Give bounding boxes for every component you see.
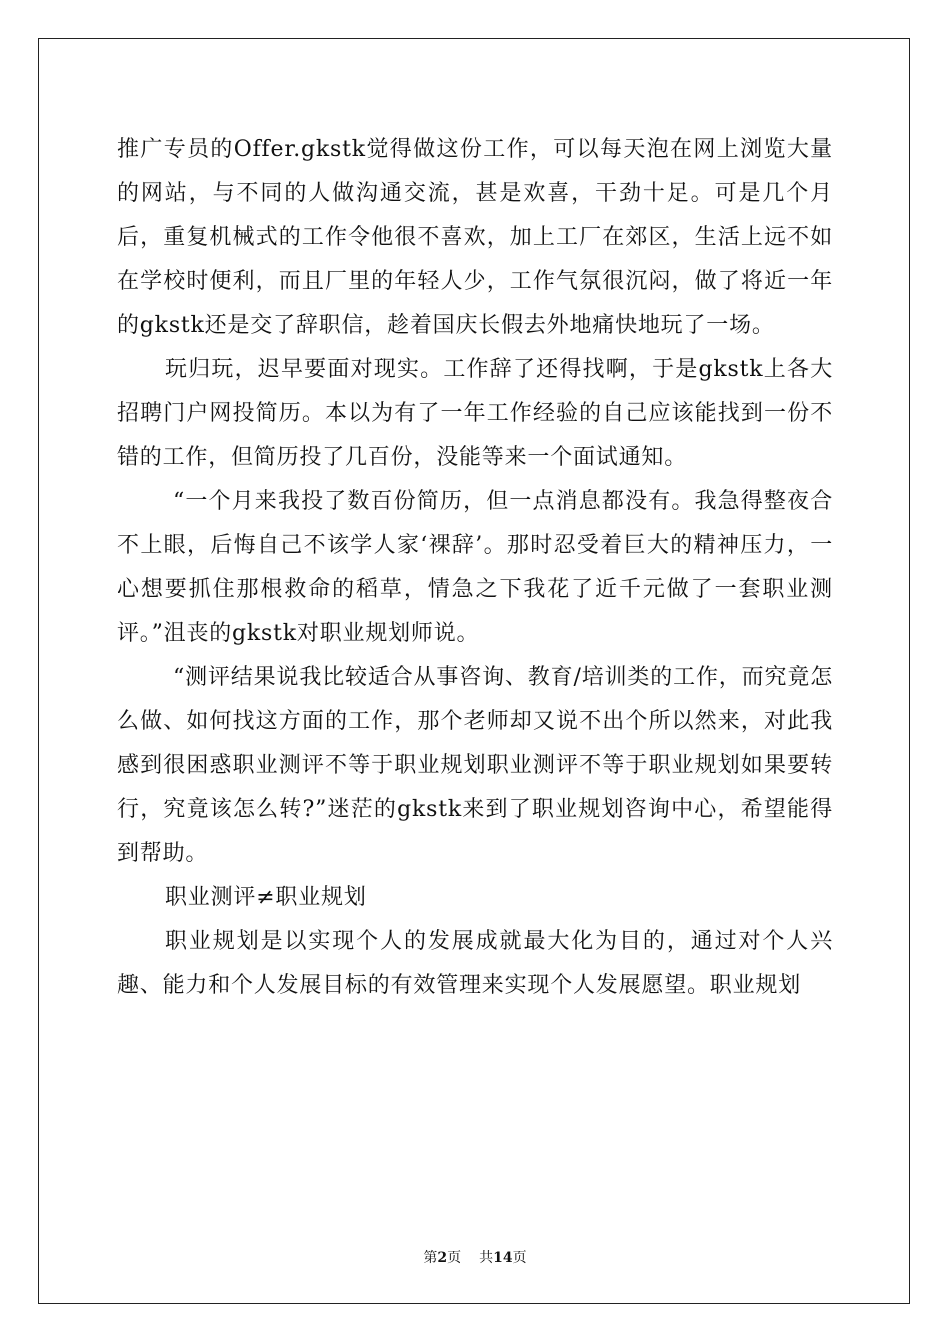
section-heading: 职业测评≠职业规划 — [165, 885, 367, 910]
paragraph-5: 职业规划是以实现个人的发展成就最大化为目的，通过对个人兴趣、能力和个人发展目标的有效管理来实现个人发展愿望。职业规划 — [117, 929, 833, 998]
document-body — [117, 128, 833, 1008]
total-pages: 14 — [493, 1250, 513, 1266]
paragraph-2: 玩归玩，迟早要面对现实。工作辞了还得找啊，于是gkstk上各大招聘门户网投简历。本以为有了一年工作经验的自己应该能找到一份不错的工作，但简历投了几百份，没能等来一个面试通知。 — [117, 357, 833, 470]
page-suffix: 页 — [447, 1250, 462, 1266]
page-prefix: 第 — [423, 1250, 438, 1266]
page-footer — [0, 1247, 950, 1267]
page-number: 2 — [437, 1250, 448, 1266]
total-suffix: 页 — [512, 1250, 527, 1266]
total-prefix: 共 — [479, 1250, 494, 1266]
paragraph-3: “一个月来我投了数百份简历，但一点消息都没有。我急得整夜合不上眼，后悔自己不该学人家‘裸辞’。那时忍受着巨大的精神压力，一心想要抓住那根救命的稻草，情急之下我花了近千元做了一套职业测评。”沮丧的gkstk对职业规划师说。 — [117, 489, 833, 646]
paragraph-4: “测评结果说我比较适合从事咨询、教育/培训类的工作，而究竟怎么做、如何找这方面的工作，那个老师却又说不出个所以然来，对此我感到很困惑职业测评不等于职业规划职业测评不等于职业规划如果要转行，究竟该怎么转?”迷茫的gkstk来到了职业规划咨询中心，希望能得到帮助。 — [117, 665, 833, 866]
paragraph-1: 推广专员的Offer.gkstk觉得做这份工作，可以每天泡在网上浏览大量的网站，与不同的人做沟通交流，甚是欢喜，干劲十足。可是几个月后，重复机械式的工作令他很不喜欢，加上工厂在郊区，生活上远不如在学校时便利，而且厂里的年轻人少，工作气氛很沉闷，做了将近一年的gkstk还是交了辞职信，趁着国庆长假去外地痛快地玩了一场。 — [117, 137, 833, 338]
